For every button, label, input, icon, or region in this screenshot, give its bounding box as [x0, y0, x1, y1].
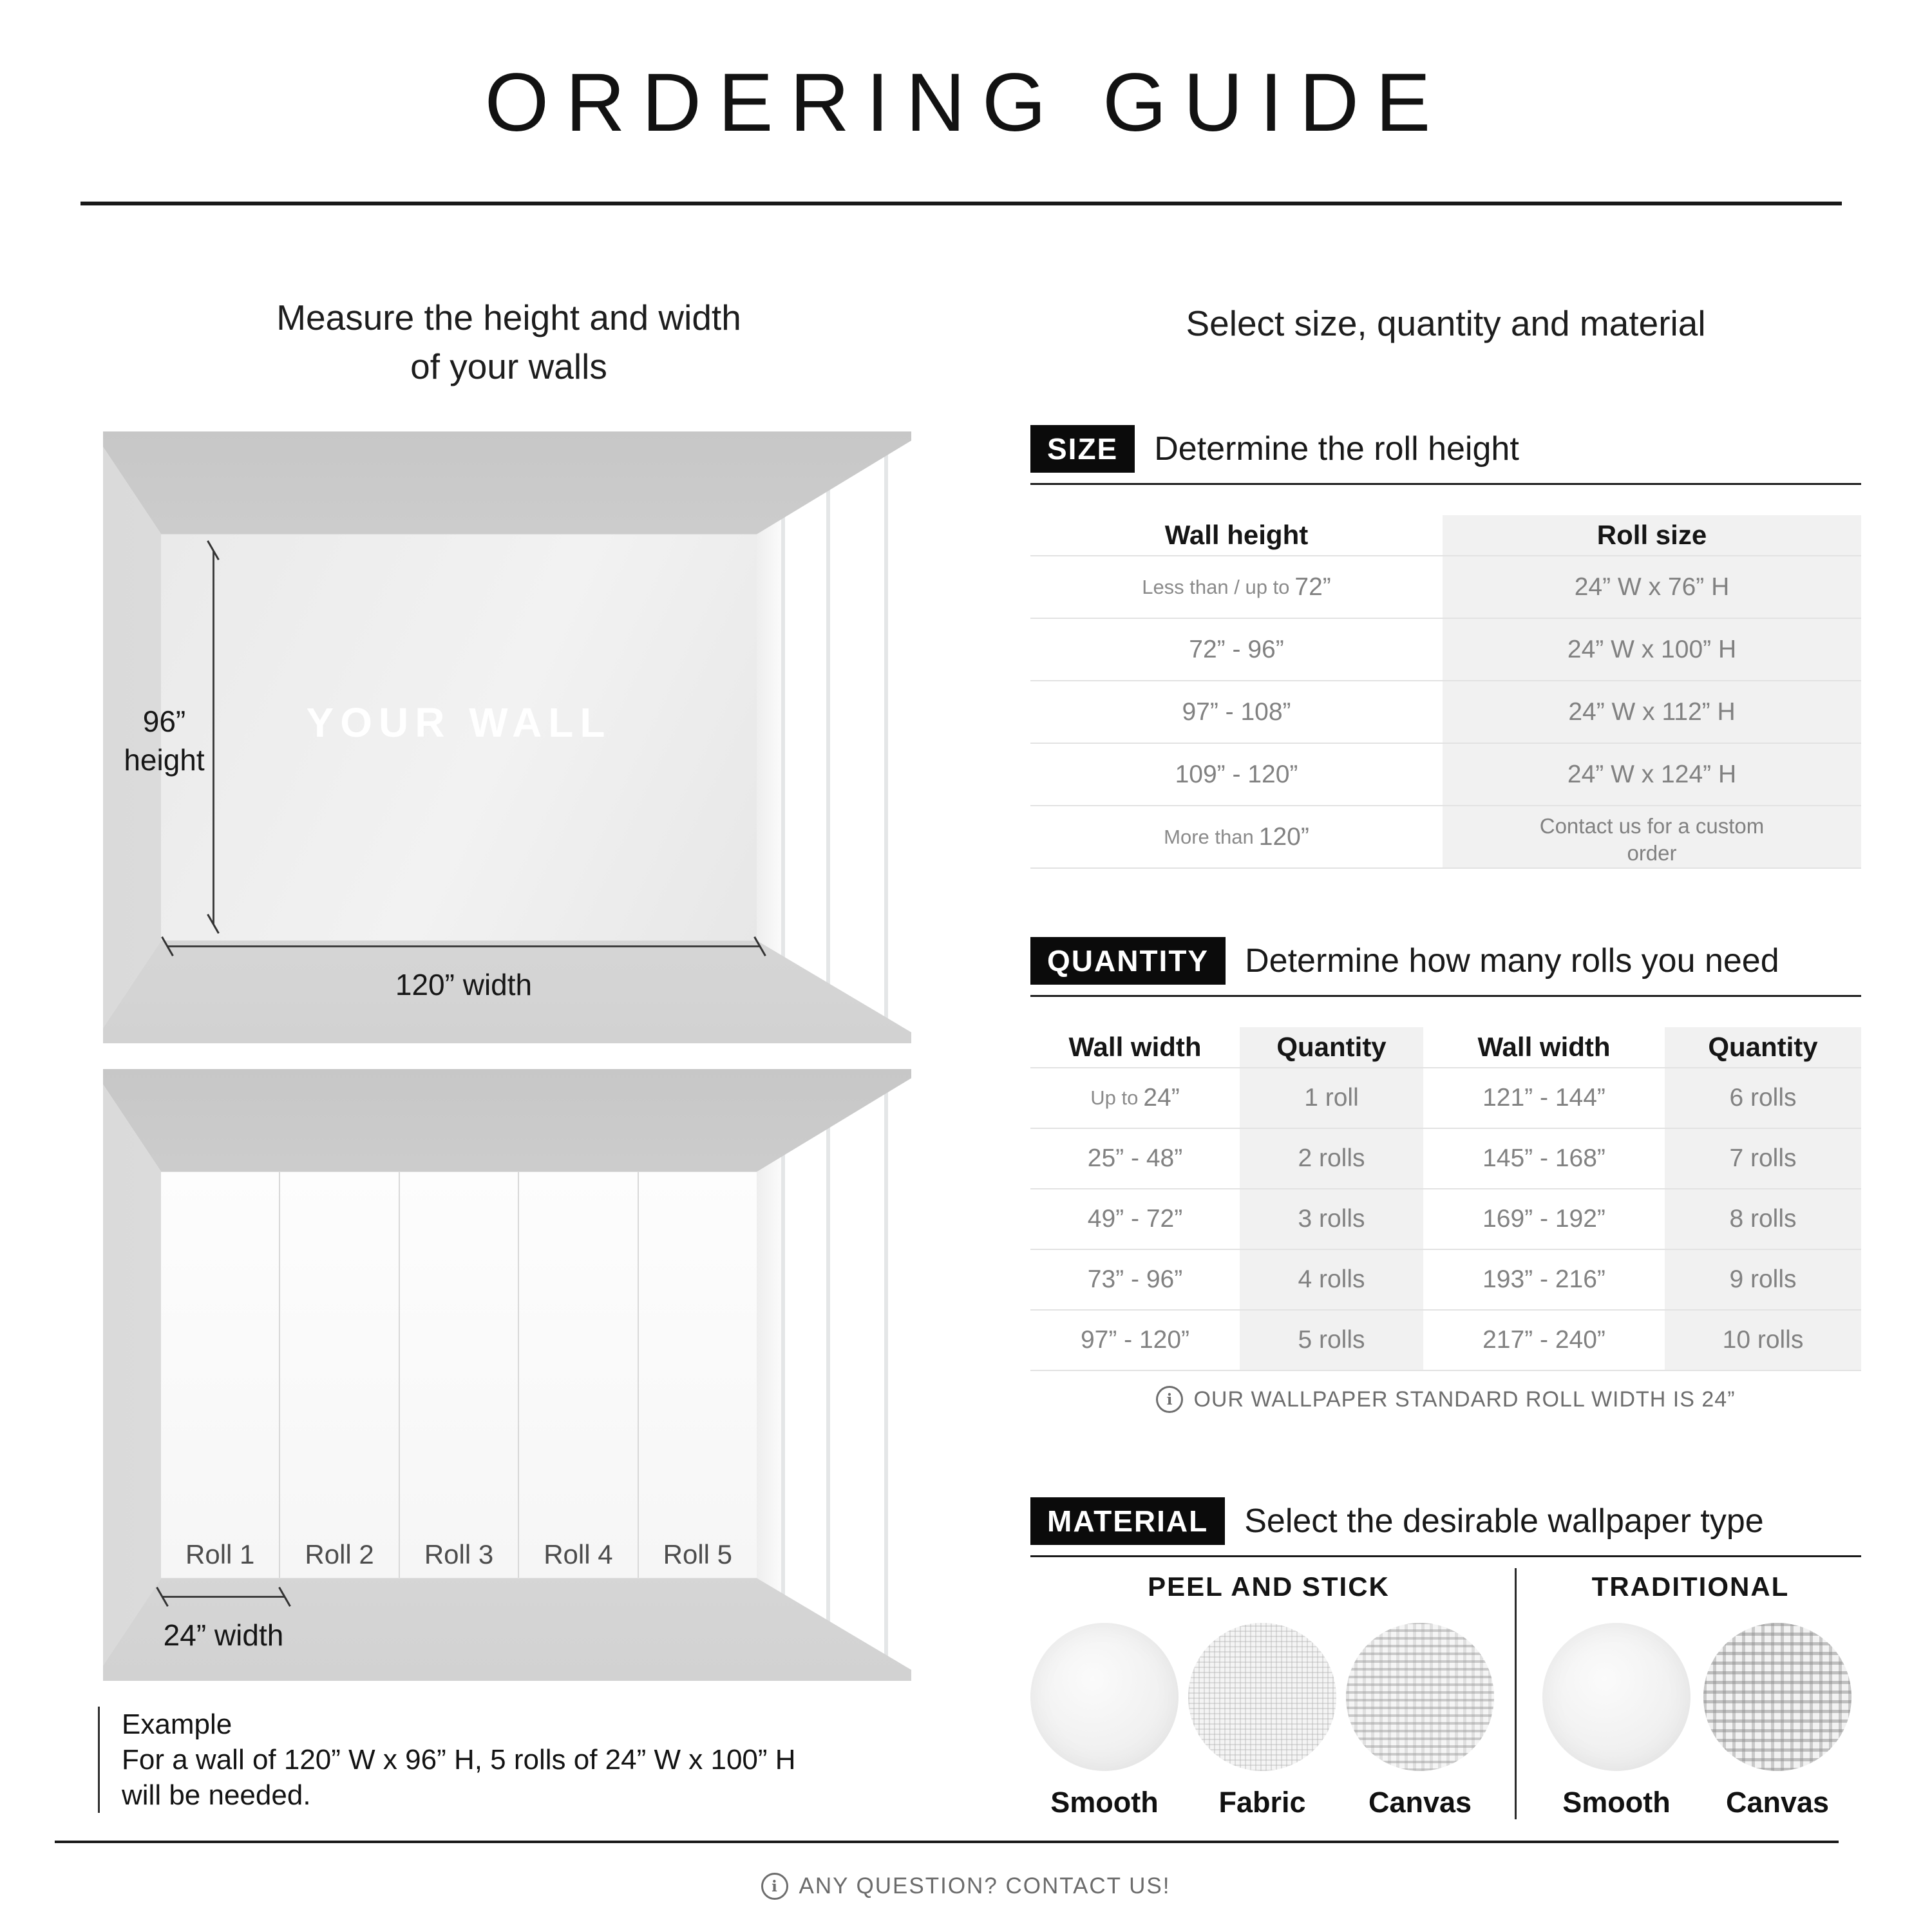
cell-value: 72”: [1294, 573, 1331, 601]
roll-label: Roll 3: [424, 1539, 494, 1569]
swatch-peel-fabric: [1188, 1623, 1336, 1771]
table-row: [1030, 1250, 1861, 1311]
size-table: [1030, 515, 1861, 869]
quantity-cell: 1 roll: [1240, 1068, 1423, 1129]
table-row: [1030, 681, 1861, 744]
window-pane: [785, 1069, 826, 1681]
quantity-cell: 8 rolls: [1665, 1189, 1861, 1250]
wall-width-cell: 97” - 120”: [1030, 1311, 1240, 1371]
col-roll-size: Roll size: [1443, 515, 1861, 556]
roll-width-measure-line: [162, 1596, 285, 1598]
col-wall-height: Wall height: [1030, 515, 1443, 556]
quantity-table: [1030, 1027, 1861, 1371]
cell-value: 120”: [1258, 822, 1309, 851]
col-wall-width-2: Wall width: [1423, 1027, 1665, 1068]
note-text: OUR WALLPAPER STANDARD ROLL WIDTH IS 24”: [1193, 1387, 1736, 1412]
room-window: [757, 1069, 911, 1681]
wallpaper-roll-panels: [161, 1172, 757, 1578]
example-block: [98, 1707, 796, 1813]
cell-prefix: More than: [1164, 825, 1254, 848]
cell-prefix: Less than / up to: [1142, 575, 1290, 598]
material-group-divider: [1515, 1568, 1517, 1819]
wall-width-cell: 73” - 96”: [1030, 1250, 1240, 1311]
example-title: Example: [122, 1709, 232, 1740]
swatch-label: Canvas: [1368, 1786, 1472, 1819]
table-row: [1030, 806, 1861, 869]
swatch-label: Smooth: [1562, 1786, 1671, 1819]
swatch-label: Canvas: [1725, 1786, 1830, 1819]
swatch-peel-smooth: [1030, 1623, 1179, 1771]
table-row: [1030, 619, 1861, 681]
size-tag: SIZE: [1030, 425, 1135, 473]
roll-width-label: 24” width: [163, 1618, 284, 1652]
peel-and-stick-label: PEEL AND STICK: [1148, 1571, 1390, 1602]
wall-height-cell: 97” - 108”: [1030, 681, 1443, 744]
material-section-header: [1030, 1497, 1861, 1557]
wall-height-cell: 109” - 120”: [1030, 744, 1443, 806]
footer-text: ANY QUESTION? CONTACT US!: [799, 1873, 1171, 1899]
wall-width-cell: 121” - 144”: [1423, 1068, 1665, 1129]
roll-label: Roll 1: [185, 1539, 255, 1569]
roll-size-cell: 24” W x 112” H: [1443, 681, 1861, 744]
your-wall-label: YOUR WALL: [306, 699, 612, 746]
roll-width-note: [1030, 1386, 1861, 1413]
roll-size-cell: 24” W x 124” H: [1443, 744, 1861, 806]
quantity-cell: 3 rolls: [1240, 1189, 1423, 1250]
quantity-cell: 7 rolls: [1665, 1129, 1861, 1189]
roll-size-cell: 24” W x 76” H: [1443, 556, 1861, 619]
window-pane: [830, 431, 884, 1043]
wall-height-cell: 72” - 96”: [1030, 619, 1443, 681]
material-tag: MATERIAL: [1030, 1497, 1225, 1545]
quantity-cell: 6 rolls: [1665, 1068, 1861, 1129]
height-label: [116, 702, 213, 779]
material-options: [1030, 1562, 1861, 1832]
swatch-label: Fabric: [1218, 1786, 1306, 1819]
width-measure-line: [167, 945, 760, 947]
table-row: [1030, 744, 1861, 806]
footer: [0, 1873, 1932, 1900]
room-illustration-measure: [103, 431, 911, 1043]
window-pane: [888, 1069, 911, 1681]
roll-panel: [519, 1172, 638, 1578]
width-label: 120” width: [395, 968, 533, 1001]
table-row: [1030, 556, 1861, 619]
table-row: [1030, 1311, 1861, 1371]
roll-panel: [161, 1172, 280, 1578]
height-measure-line: [213, 551, 214, 924]
wall-height-cell: [1030, 806, 1443, 869]
footer-divider: [55, 1841, 1839, 1843]
col-quantity-1: Quantity: [1240, 1027, 1423, 1068]
quantity-cell: 9 rolls: [1665, 1250, 1861, 1311]
quantity-section-header: [1030, 937, 1861, 997]
wall-width-cell: 145” - 168”: [1423, 1129, 1665, 1189]
swatch-label: Smooth: [1050, 1786, 1159, 1819]
traditional-label: TRADITIONAL: [1591, 1571, 1790, 1602]
roll-panel: [400, 1172, 519, 1578]
roll-size-cell: [1443, 806, 1861, 869]
height-value: 96”: [142, 705, 186, 738]
roll-label: Roll 5: [663, 1539, 733, 1569]
window-pane: [785, 431, 826, 1043]
window-pane: [888, 431, 911, 1043]
room-illustration-rolls: [103, 1069, 911, 1681]
example-line2: will be needed.: [122, 1779, 311, 1811]
quantity-section-title: Determine how many rolls you need: [1245, 942, 1779, 980]
cell-value: 24”: [1143, 1084, 1180, 1112]
right-column-heading: Select size, quantity and material: [1186, 303, 1706, 343]
room-window: [757, 431, 911, 1043]
wall-width-cell: 25” - 48”: [1030, 1129, 1240, 1189]
info-icon: i: [1156, 1386, 1183, 1413]
col-quantity-2: Quantity: [1665, 1027, 1861, 1068]
cell-prefix: Up to: [1090, 1086, 1139, 1109]
left-heading-line1: Measure the height and width: [276, 298, 741, 337]
table-row: [1030, 1189, 1861, 1250]
window-pane: [830, 1069, 884, 1681]
wall-width-cell: 217” - 240”: [1423, 1311, 1665, 1371]
roll-label: Roll 2: [305, 1539, 374, 1569]
wall-width-cell: [1030, 1068, 1240, 1129]
quantity-cell: 4 rolls: [1240, 1250, 1423, 1311]
table-header-row: [1030, 1027, 1861, 1068]
quantity-cell: 10 rolls: [1665, 1311, 1861, 1371]
wall-width-cell: 49” - 72”: [1030, 1189, 1240, 1250]
size-section-title: Determine the roll height: [1154, 430, 1519, 468]
height-word: height: [124, 743, 205, 777]
material-section-title: Select the desirable wallpaper type: [1244, 1502, 1764, 1540]
page-title: ORDERING GUIDE: [484, 57, 1448, 149]
wall-height-cell: [1030, 556, 1443, 619]
roll-panel: [639, 1172, 757, 1578]
swatch-traditional-smooth: [1542, 1623, 1690, 1771]
quantity-cell: 5 rolls: [1240, 1311, 1423, 1371]
cell-value: Contact us for a custom order: [1539, 813, 1765, 865]
title-divider: [80, 202, 1842, 205]
wall-width-cell: 169” - 192”: [1423, 1189, 1665, 1250]
roll-size-cell: 24” W x 100” H: [1443, 619, 1861, 681]
wall-width-cell: 193” - 216”: [1423, 1250, 1665, 1311]
roll-label: Roll 4: [544, 1539, 613, 1569]
quantity-tag: QUANTITY: [1030, 937, 1226, 985]
swatch-peel-canvas: [1346, 1623, 1494, 1771]
info-icon: i: [761, 1873, 788, 1900]
roll-panel: [280, 1172, 399, 1578]
left-heading-line2: of your walls: [410, 346, 607, 386]
table-header-row: [1030, 515, 1861, 556]
col-wall-width-1: Wall width: [1030, 1027, 1240, 1068]
example-line1: For a wall of 120” W x 96” H, 5 rolls of 24” W x 100” H: [122, 1744, 796, 1776]
size-section-header: [1030, 425, 1861, 485]
quantity-cell: 2 rolls: [1240, 1129, 1423, 1189]
swatch-traditional-canvas: [1703, 1623, 1852, 1771]
table-row: [1030, 1129, 1861, 1189]
table-row: [1030, 1068, 1861, 1129]
left-column-heading: [97, 293, 921, 391]
